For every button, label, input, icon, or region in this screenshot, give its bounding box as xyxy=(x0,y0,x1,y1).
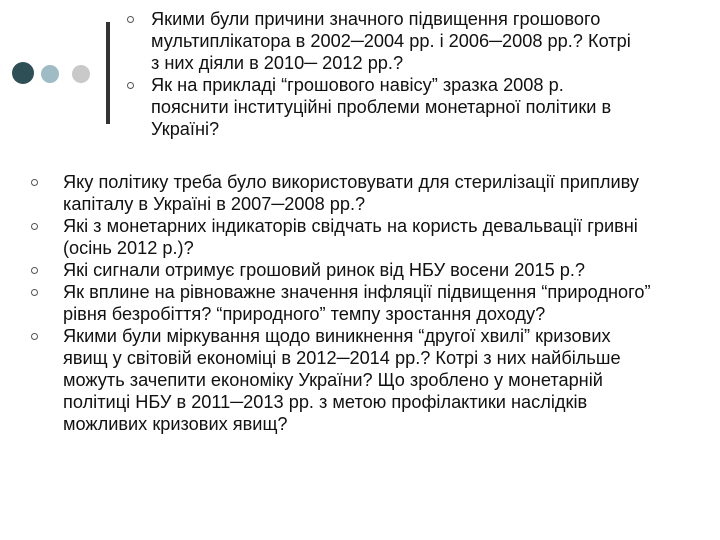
question-item xyxy=(63,325,713,435)
question-item xyxy=(63,215,713,259)
question-line: (осінь 2012 р.)? xyxy=(63,238,194,258)
question-line: Як на прикладі “грошового навісу” зразка 2008 р. xyxy=(151,75,564,95)
question-item xyxy=(151,74,711,140)
question-item xyxy=(63,281,713,325)
bullet-circle-icon xyxy=(31,289,38,296)
question-line: Як вплине на рівноважне значення інфляції підвищення “природного” xyxy=(63,282,651,302)
main-question-list xyxy=(63,171,713,435)
question-line: можуть зачепити економіку України? Що зроблено у монетарній xyxy=(63,370,603,390)
question-item xyxy=(63,259,713,281)
bullet-circle-icon xyxy=(31,333,38,340)
bullet-circle-icon xyxy=(127,82,134,89)
decor-vertical-bar xyxy=(106,22,110,124)
decor-dot-light xyxy=(41,65,59,83)
question-line: Україні? xyxy=(151,119,220,139)
question-line: рівня безробіття? “природного” темпу зростання доходу? xyxy=(63,304,546,324)
question-line: явищ у світовій економіці в 2012─2014 рр.? Котрі з них найбільше xyxy=(63,348,621,368)
decor-dot-dark xyxy=(12,62,34,84)
question-line: можливих кризових явищ? xyxy=(63,414,288,434)
question-line: мультиплікатора в 2002─2004 рр. і 2006─2008 рр.? Котрі xyxy=(151,31,631,51)
decor-dot-grey xyxy=(72,65,90,83)
question-line: Якими були причини значного підвищення грошового xyxy=(151,9,601,29)
question-line: капіталу в Україні в 2007─2008 рр.? xyxy=(63,194,366,214)
bullet-circle-icon xyxy=(31,267,38,274)
question-line: Яку політику треба було використовувати для стерилізації припливу xyxy=(63,172,639,192)
question-line: з них діяли в 2010─ 2012 рр.? xyxy=(151,53,404,73)
question-item xyxy=(151,8,711,74)
question-line: політиці НБУ в 2011─2013 рр. з метою профілактики наслідків xyxy=(63,392,588,412)
top-question-list xyxy=(151,8,711,140)
question-item xyxy=(63,171,713,215)
question-line: Якими були міркування щодо виникнення “другої хвилі” кризових xyxy=(63,326,611,346)
bullet-circle-icon xyxy=(127,16,134,23)
question-line: Які з монетарних індикаторів свідчать на користь девальвації гривні xyxy=(63,216,638,236)
question-line: Які сигнали отримує грошовий ринок від НБУ восени 2015 р.? xyxy=(63,260,586,280)
bullet-circle-icon xyxy=(31,223,38,230)
question-line: пояснити інституційні проблеми монетарної політики в xyxy=(151,97,612,117)
bullet-circle-icon xyxy=(31,179,38,186)
